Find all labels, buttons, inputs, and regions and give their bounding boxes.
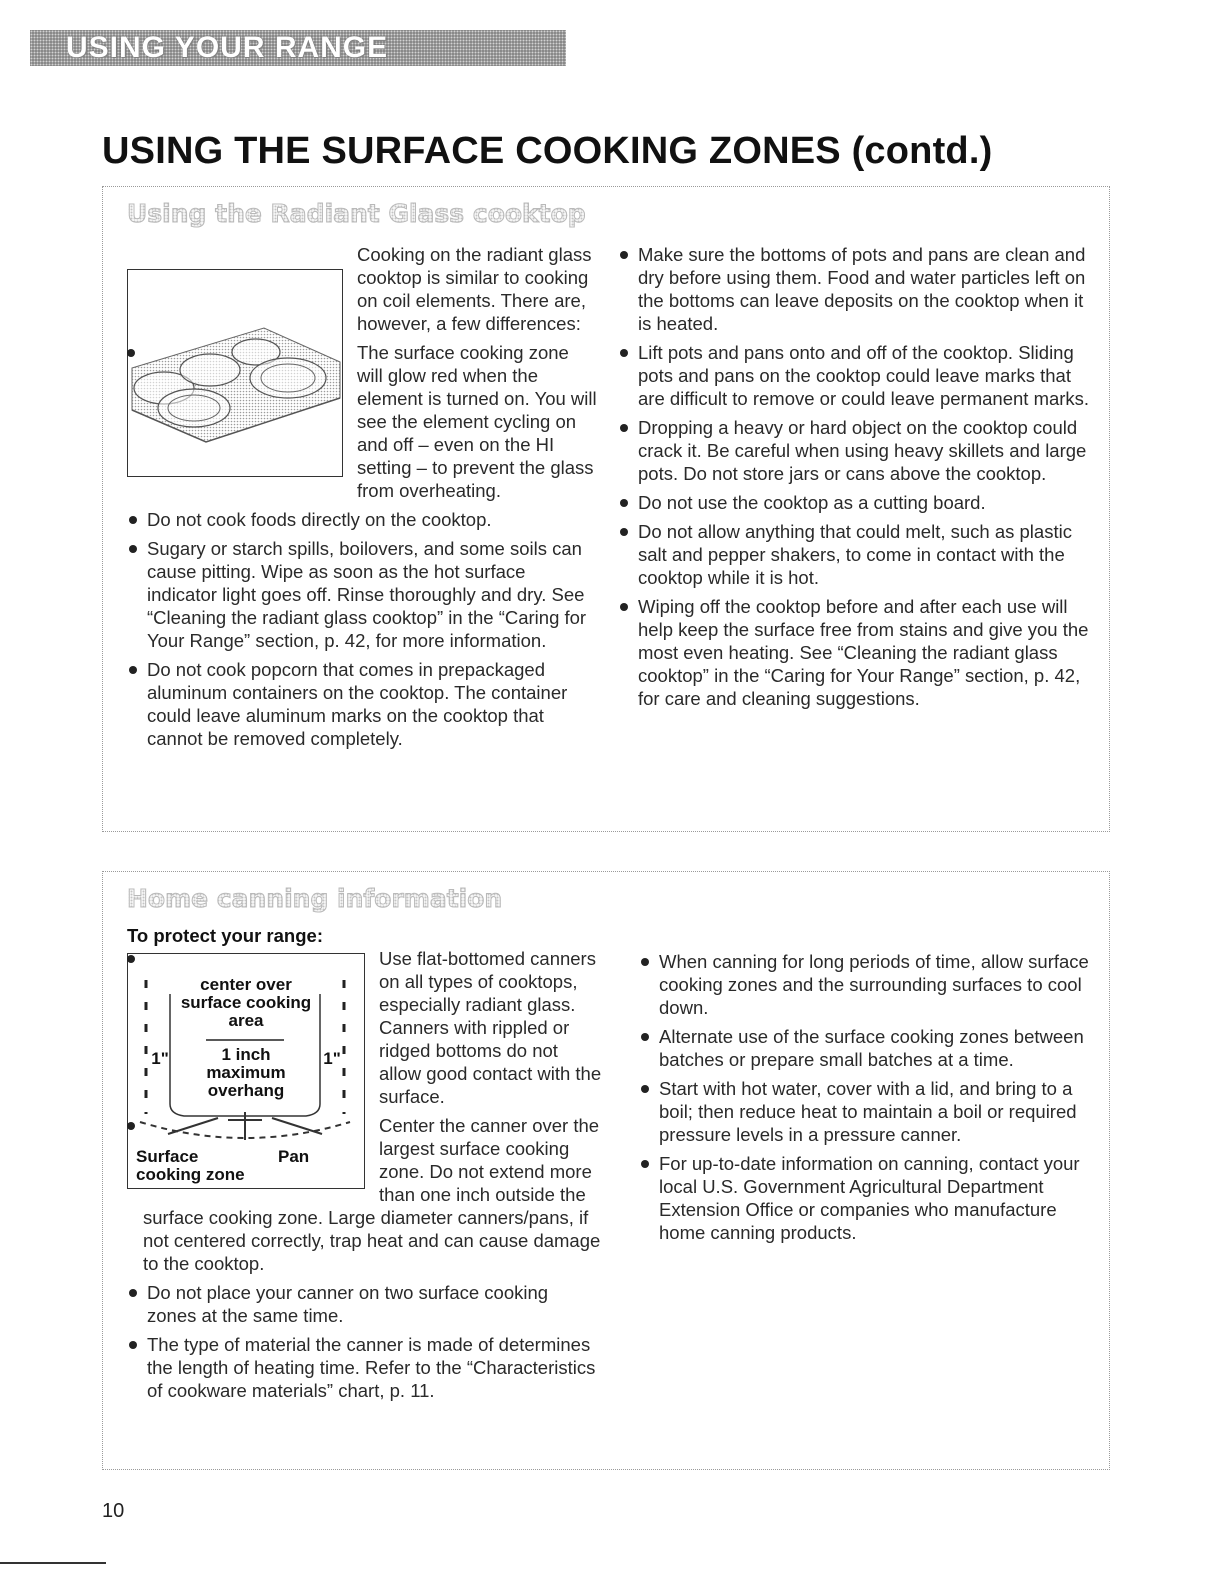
canning-right-bullet-item: When canning for long periods of time, allow surface cooking zones and the surrounding surfaces to cool down. (639, 950, 1091, 1019)
overhang-label: 1 inch maximum overhang (206, 1045, 286, 1100)
banner-text: USING YOUR RANGE (66, 31, 389, 64)
radiant-intro: Cooking on the radiant glass cooktop is similar to cooking on coil elements. There are, however, a few differences: (357, 244, 592, 334)
center-canner-bullet: Center the canner over the largest surface cooking zone. Do not extend more than one inch outside the surface cooking zone. Large diameter canners/pans, if not centered correctly, trap heat and can cause damage to the cooktop. (127, 1114, 602, 1275)
radiant-right-bullets (618, 243, 1090, 710)
canning-left-bullet-item: The type of material the canner is made of determines the length of heating time. Refer to the “Characteristics of cookware materials” chart, p. 11. (127, 1333, 602, 1402)
radiant-right-bullet-item: Wiping off the cooktop before and after each use will help keep the surface free from stains and give you the most even heating. See “Cleaning the radiant glass cooktop” in the “Caring for Your Range” section, p. 42, for care and cleaning suggestions. (618, 595, 1090, 710)
home-canning-section (102, 871, 1110, 1470)
canning-section-heading: Home canning information (127, 884, 503, 913)
flat-bottom-bullet: Use flat-bottomed canners on all types of cooktops, especially radiant glass. Canners with rippled or ridged bottoms do not allow good contact with the surface. (127, 947, 602, 1108)
canning-left-column (127, 924, 602, 1408)
radiant-left-bullet-item: Do not cook popcorn that comes in prepackaged aluminum containers on the cooktop. The container could leave aluminum marks on the cooktop that cannot be removed completely. (127, 658, 597, 750)
footer-rule (0, 1562, 106, 1564)
page-title: USING THE SURFACE COOKING ZONES (contd.) (102, 130, 993, 172)
radiant-left-bullet-item: Sugary or starch spills, boilovers, and some soils can cause pitting. Wipe as soon as the hot surface indicator light goes off. Rinse thoroughly and dry. See “Cleaning the radiant glass cooktop” in the “Caring for Your Range” section, p. 42, for more information. (127, 537, 597, 652)
radiant-left-bullets (127, 508, 597, 750)
radiant-right-bullet-item: Dropping a heavy or hard object on the cooktop could crack it. Be careful when using heavy skillets and large pots. Do not store jars or cans above the cooktop. (618, 416, 1090, 485)
radiant-glow-bullet: The surface cooking zone will glow red when the element is turned on. You will see the element cycling on and off – even on the HI setting – to prevent the glass from overheating. (127, 341, 597, 502)
canning-right-bullet-item: For up-to-date information on canning, contact your local U.S. Government Agricultural Department Extension Office or companies who manufacture home canning products. (639, 1152, 1091, 1244)
pan-label: Pan (278, 1147, 310, 1166)
canning-right-bullets (639, 950, 1091, 1244)
canning-right-column (639, 950, 1091, 1250)
section-banner (30, 30, 566, 66)
radiant-right-bullet-item: Lift pots and pans onto and off of the cooktop. Sliding pots and pans on the cooktop could leave marks that are difficult to remove or could leave permanent marks. (618, 341, 1090, 410)
radiant-glass-section (102, 186, 1110, 832)
radiant-right-bullet-item: Do not use the cooktop as a cutting board. (618, 491, 1090, 514)
canning-right-bullet-item: Start with hot water, cover with a lid, and bring to a boil; then reduce heat to maintain a boil or required pressure levels in a pressure canner. (639, 1077, 1091, 1146)
canning-left-bullet-item: Do not place your canner on two surface cooking zones at the same time. (127, 1281, 602, 1327)
radiant-section-heading: Using the Radiant Glass cooktop (127, 199, 586, 228)
canning-right-bullet-item: Alternate use of the surface cooking zones between batches or prepare small batches at a time. (639, 1025, 1091, 1071)
right-dimension-label: 1" (323, 1049, 341, 1068)
surface-zone-label: Surface cooking zone (136, 1147, 245, 1184)
radiant-right-bullet-item: Do not allow anything that could melt, such as plastic salt and pepper shakers, to come in contact with the cooktop while it is hot. (618, 520, 1090, 589)
canning-left-bullets (127, 1281, 602, 1402)
radiant-left-bullet-item: Do not cook foods directly on the cooktop. (127, 508, 597, 531)
page-number: 10 (102, 1500, 125, 1522)
center-over-label: center over surface cooking area (180, 975, 312, 1030)
radiant-left-column (127, 243, 597, 756)
radiant-right-column (618, 243, 1090, 716)
radiant-right-bullet-item: Make sure the bottoms of pots and pans are clean and dry before using them. Food and water particles left on the bottoms can leave deposits on the cooktop when it is heated. (618, 243, 1090, 335)
canning-subhead: To protect your range: (127, 925, 323, 946)
left-dimension-label: 1" (151, 1049, 169, 1068)
